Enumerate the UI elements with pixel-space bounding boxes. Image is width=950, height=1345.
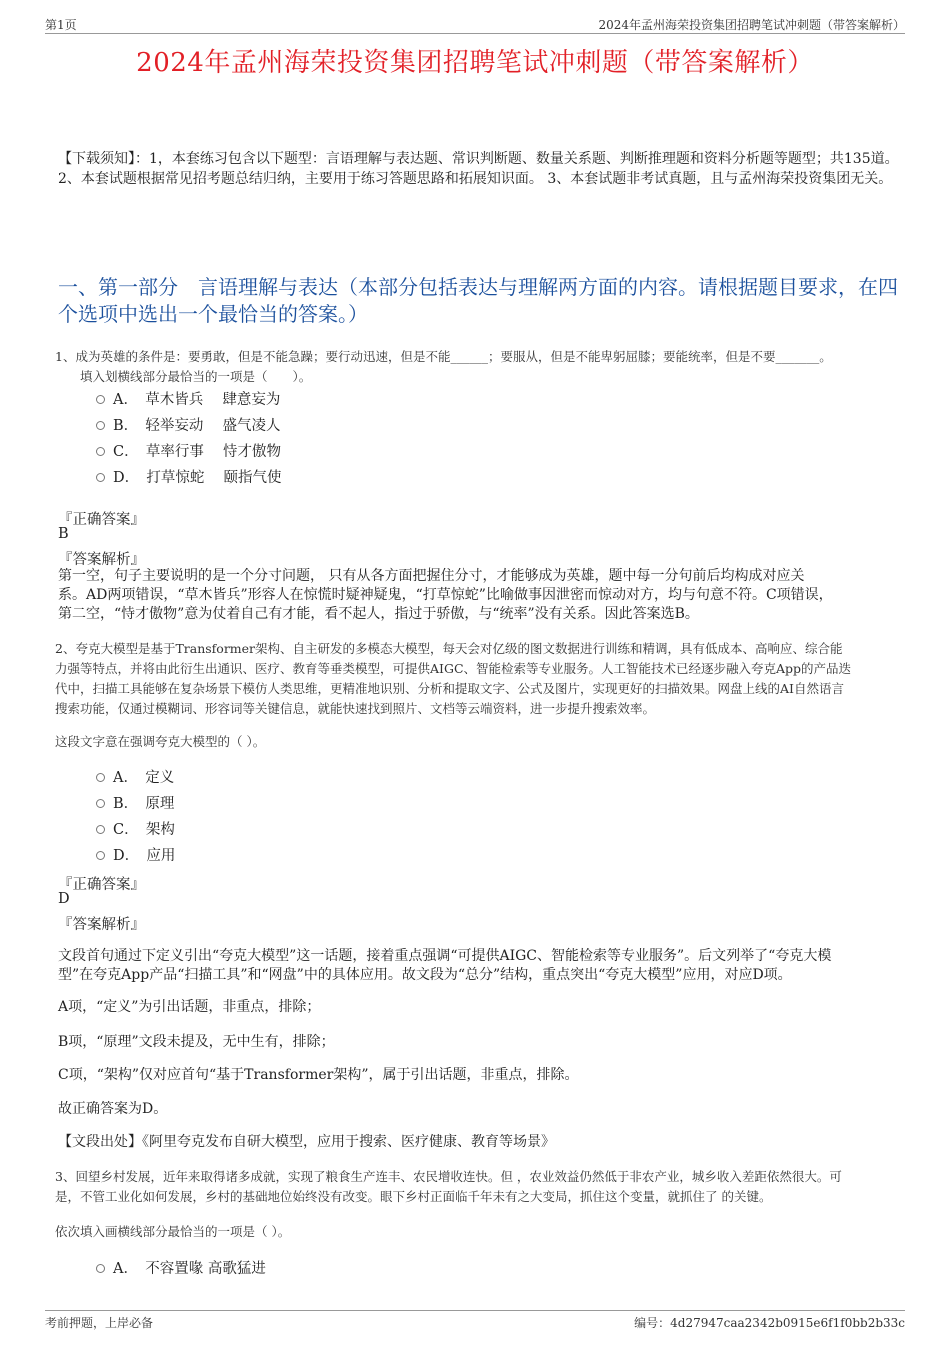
q1-analysis-line-3: 第二空，“恃才傲物”意为仗着自己有才能，看不起人，指过于骄傲，与“统率”没有关系。因此答案选B。 <box>58 606 699 622</box>
q1-stem: 1、成为英雄的条件是：要勇敢，但是不能急躁；要行动迅速，但是不能______；要服从，但是不能卑躬屈膝；要能统率，但是不要_______。 <box>55 349 832 364</box>
q2-answer-label: 『正确答案』 <box>58 877 145 893</box>
q2-source: 【文段出处】《阿里夸克发布自研大模型，应用于搜索、医疗健康、教育等场景》 <box>58 1134 555 1150</box>
q2-stem-line-2: 力强等特点，并将由此衍生出通识、医疗、教育等垂类模型，可提供AIGC、智能检索等专业服务。人工智能技术已经逐步融入夸克App的产品迭 <box>55 661 852 676</box>
header-doc-title: 2024年孟州海荣投资集团招聘笔试冲刺题（带答案解析） <box>598 18 905 32</box>
document-title: 2024年孟州海荣投资集团招聘笔试冲刺题（带答案解析） <box>136 48 814 78</box>
section-title: 一、第一部分 言语理解与表达（本部分包括表达与理解两方面的内容。请根据题目要求，在四个选项中选出一个最恰当的答案。） <box>58 275 898 326</box>
q2-option-c[interactable]: C． 架构 <box>96 818 175 839</box>
q3-question: 依次填入画横线部分最恰当的一项是（ ）。 <box>55 1224 291 1239</box>
q3-option-a[interactable]: A． 不容置喙 高歌猛进 <box>96 1257 266 1278</box>
radio-icon[interactable] <box>96 773 105 782</box>
q2-line-a: A项，“定义”为引出话题，非重点，排除； <box>58 999 321 1015</box>
q2-stem-line-3: 代中，扫描工具能够在复杂场景下模仿人类思维，更精准地识别、分析和提取文字、公式及图片，实现更好的扫描效果。网盘上线的AI自然语言 <box>55 681 844 696</box>
q1-answer-label: 『正确答案』 <box>58 512 145 528</box>
q1-analysis-line-2: 系。AD两项错误，“草木皆兵”形容人在惊慌时疑神疑鬼，“打草惊蛇”比喻做事因泄密而惊动对方，均与句意不符。C项错误， <box>58 587 833 603</box>
q1-analysis-line-1: 第一空，句子主要说明的是一个分寸问题， 只有从各方面把握住分寸，才能够成为英雄，题中每一分句前后均构成对应关 <box>58 568 805 584</box>
radio-icon[interactable] <box>96 421 105 430</box>
radio-icon[interactable] <box>96 825 105 834</box>
q2-stem-line-4: 搜索功能，仅通过模糊词、形容词等关键信息，就能快速找到照片、文档等云端资料，进一步提升搜索效率。 <box>55 701 656 716</box>
footer-divider <box>45 1310 905 1311</box>
radio-icon[interactable] <box>96 473 105 482</box>
q3-stem-line-1: 3、回望乡村发展，近年来取得诸多成就，实现了粮食生产连丰、农民增收连快。但 ，农业效益仍然低于非农产业，城乡收入差距依然很大。可 <box>55 1169 842 1184</box>
radio-icon[interactable] <box>96 447 105 456</box>
radio-icon[interactable] <box>96 799 105 808</box>
q2-analysis-line-2: 型”在夸克App产品“扫描工具”和“网盘”中的具体应用。故文段为“总分”结构，重点突出“夸克大模型”应用，对应D项。 <box>58 967 792 983</box>
q1-option-a[interactable]: A． 草木皆兵 肆意妄为 <box>96 388 280 409</box>
header-divider <box>45 33 905 34</box>
radio-icon[interactable] <box>96 395 105 404</box>
q1-option-d[interactable]: D． 打草惊蛇 颐指气使 <box>96 466 281 487</box>
footer-slogan: 考前押题，上岸必备 <box>45 1316 154 1330</box>
q3-stem-line-2: 是，不管工业化如何发展，乡村的基础地位始终没有改变。眼下乡村正面临千年未有之大变局，抓住这个变量，就抓住了 的关键。 <box>55 1189 772 1204</box>
q1-answer: B <box>58 526 69 542</box>
q2-stem-line-1: 2、夸克大模型是基于Transformer架构、自主研发的多模态大模型，每天会对亿级的图文数据进行训练和精调，具有低成本、高响应、综合能 <box>55 641 843 656</box>
q1-option-c[interactable]: C． 草率行事 恃才傲物 <box>96 440 281 461</box>
footer-serial: 编号：4d27947caa2342b0915e6f1f0bb2b33c <box>634 1316 905 1330</box>
q2-analysis-label: 『答案解析』 <box>58 917 145 933</box>
q2-option-d[interactable]: D． 应用 <box>96 844 175 865</box>
q2-option-b[interactable]: B． 原理 <box>96 792 174 813</box>
download-notice: 【下载须知】：1，本套练习包含以下题型：言语理解与表达题、常识判断题、数量关系题、判断推理题和资料分析题等题型；共135道。 2、本套试题根据常见招考题总结归纳，主要用于练习答题思路和拓展知识面。 3、本套试题非考试真题，且与孟州海荣投资集团无关。 <box>58 151 899 187</box>
radio-icon[interactable] <box>96 1264 105 1273</box>
page-number: 第1页 <box>45 18 77 32</box>
q2-line-b: B项，“原理”文段未提及，无中生有，排除； <box>58 1034 335 1050</box>
q1-analysis-label: 『答案解析』 <box>58 552 145 568</box>
q2-line-d: 故正确答案为D。 <box>58 1101 168 1117</box>
q2-option-a[interactable]: A． 定义 <box>96 766 174 787</box>
radio-icon[interactable] <box>96 851 105 860</box>
q1-option-b[interactable]: B． 轻举妄动 盛气凌人 <box>96 414 281 435</box>
q2-line-c: C项，“架构”仅对应首句“基于Transformer架构”，属于引出话题，非重点，排除。 <box>58 1067 579 1083</box>
q2-question: 这段文字意在强调夸克大模型的（ ）。 <box>55 734 266 749</box>
q1-prompt: 填入划横线部分最恰当的一项是（ ）。 <box>80 369 312 384</box>
q2-answer: D <box>58 891 70 907</box>
q2-analysis-line-1: 文段首句通过下定义引出“夸克大模型”这一话题，接着重点强调“可提供AIGC、智能检索等专业服务”。后文列举了“夸克大模 <box>58 948 832 964</box>
